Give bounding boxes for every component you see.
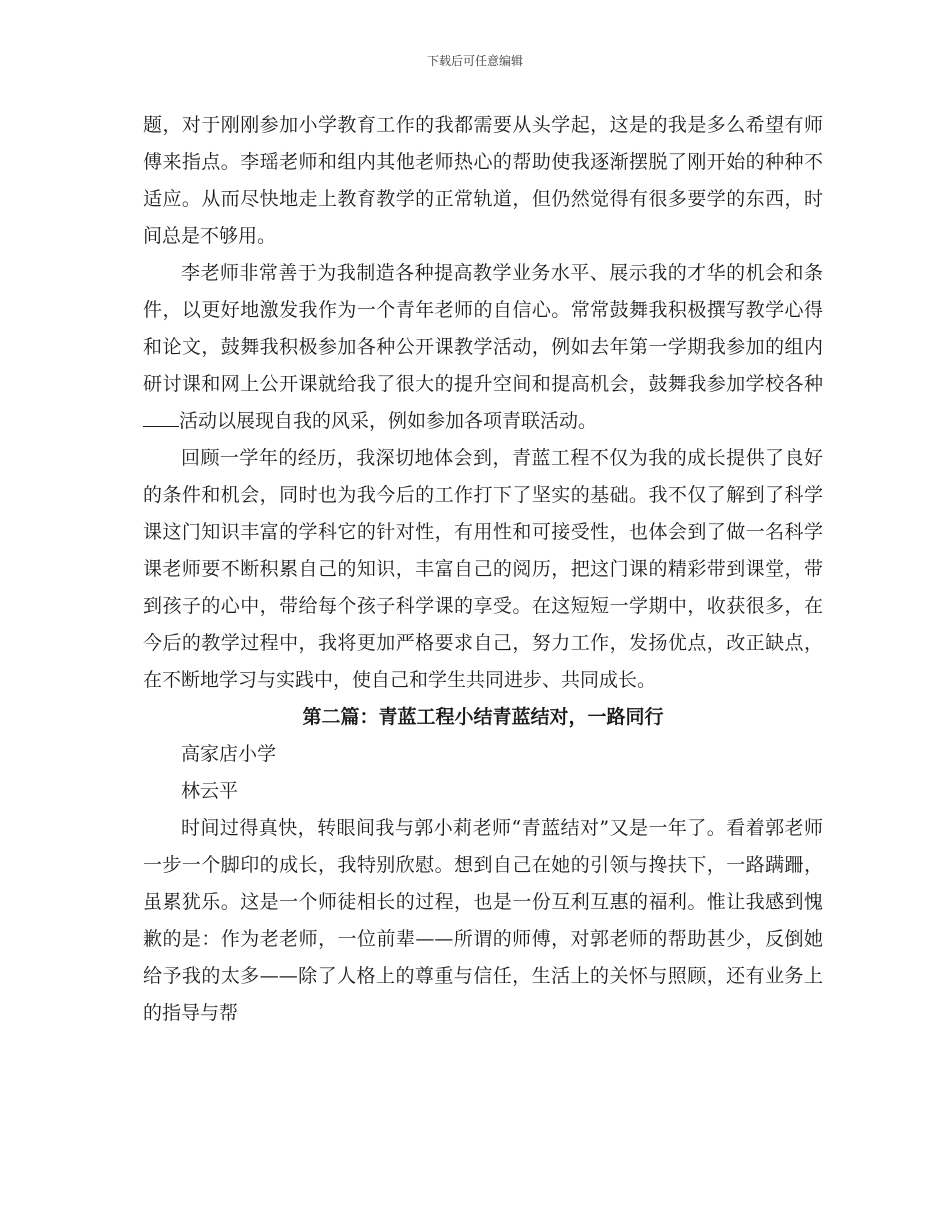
blank-underline <box>143 409 179 427</box>
paragraph-text-part-1: 李老师非常善于为我制造各种提高教学业务水平、展示我的才华的机会和条件，以更好地激发我作为一个青年老师的自信心。常常鼓舞我积极撰写教学心得和论文，鼓舞我积极参加各种公开课教学活动，例如去年第一学期我参加的组内研讨课和网上公开课就给我了很大的提升空间和提高机会，鼓舞我参加学校各种 <box>143 262 823 395</box>
page-header-note: 下载后可任意编辑 <box>426 54 523 68</box>
author-name: 林云平 <box>181 780 239 802</box>
paragraph-review: 回顾一学年的经历，我深切地体会到，青蓝工程不仅为我的成长提供了良好的条件和机会，同时也为我今后的工作打下了坚实的基础。我不仅了解到了科学课这门知识丰富的学科它的针对性，有用性和可接受性，也体会到了做一名科学课老师要不断积累自己的知识，丰富自己的阅历，把这门课的精彩带到课堂，带到孩子的心中，带给每个孩子科学课的享受。在这短短一学期中，收获很多，在今后的教学过程中，我将更加严格要求自己，努力工作，发扬优点，改正缺点，在不断地学习与实践中，使自己和学生共同进步、共同成长。 <box>143 447 823 691</box>
paragraph-text-part-2: 活动以展现自我的风采，例如参加各项青联活动。 <box>179 410 598 432</box>
school-name: 高家店小学 <box>181 743 277 765</box>
paragraph-mentor-support <box>143 255 823 440</box>
paragraph-continuation: 题，对于刚刚参加小学教育工作的我都需要从头学起，这是的我是多么希望有师傅来指点。李瑶老师和组内其他老师热心的帮助使我逐渐摆脱了刚开始的种种不适应。从而尽快地走上教育教学的正常轨道，但仍然觉得有很多要学的东西，时间总是不够用。 <box>143 114 823 247</box>
section-title: 第二篇：青蓝工程小结青蓝结对，一路同行 <box>302 706 664 728</box>
document-body <box>143 107 823 1032</box>
paragraph-pairing: 时间过得真快，转眼间我与郭小莉老师“青蓝结对”又是一年了。看着郭老师一步一个脚印的成长，我特别欣慰。想到自己在她的引领与搀扶下，一路蹒跚，虽累犹乐。这是一个师徒相长的过程，也是一份互利互惠的福利。惟让我感到愧歉的是：作为老老师，一位前辈——所谓的师傅，对郭老师的帮助甚少，反倒她给予我的太多——除了人格上的尊重与信任，生活上的关怀与照顾，还有业务上的指导与帮 <box>143 817 823 1024</box>
